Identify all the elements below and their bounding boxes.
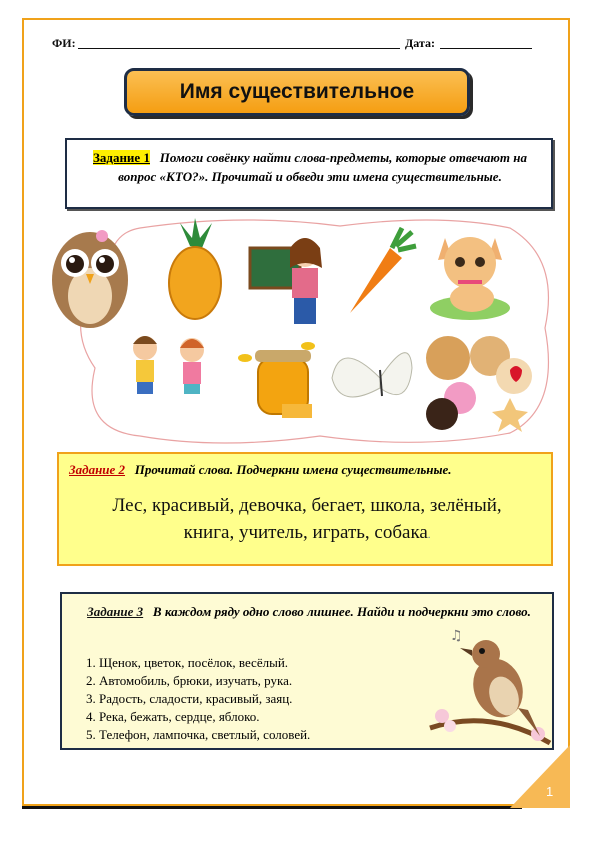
frame-bottom-line bbox=[22, 806, 522, 809]
date-line bbox=[440, 48, 532, 49]
list-item: 1. Щенок, цветок, посёлок, весёлый. bbox=[86, 655, 289, 670]
list-item: 3. Радость, сладости, красивый, заяц. bbox=[86, 691, 293, 706]
pictures-cloud bbox=[40, 218, 560, 444]
name-label: ФИ: bbox=[52, 36, 76, 50]
task1-text: Помоги совёнку найти слова-предметы, которые отвечают на вопрос «КТО?». Прочитай и обведи эти имена существительные. bbox=[118, 150, 527, 184]
task2-label: Задание 2 bbox=[69, 462, 126, 477]
task2-words-line1: Лес, красивый, девочка, бегает, школа, зелёный, bbox=[112, 495, 502, 516]
task2-words-line2: книга, учитель, играть, собака bbox=[183, 522, 428, 543]
list-item: 2. Автомобиль, брюки, изучать, рука. bbox=[86, 673, 293, 688]
task1-box bbox=[65, 138, 553, 209]
task2-text: Прочитай слова. Подчеркни имена существительные. bbox=[134, 462, 452, 477]
task2-box bbox=[57, 452, 553, 566]
task2-words: Лес, красивый, девочка, бегает, школа, зелёный, книга, учитель, играть, собака. bbox=[59, 492, 555, 549]
task3-text: В каждом ряду одно слово лишнее. Найди и подчеркни это слово. bbox=[152, 604, 531, 619]
task2-heading bbox=[69, 462, 452, 478]
page-corner bbox=[510, 745, 570, 808]
name-line bbox=[78, 48, 400, 49]
svg-text:♫: ♫ bbox=[450, 628, 463, 644]
page-title: Имя существительное bbox=[179, 80, 415, 103]
task3-list bbox=[86, 654, 310, 744]
title-banner bbox=[124, 68, 470, 116]
list-item: 4. Река, бежать, сердце, яблоко. bbox=[86, 709, 260, 724]
list-item: 5. Телефон, лампочка, светлый, соловей. bbox=[86, 727, 311, 742]
task1-label: Задание 1 bbox=[93, 150, 150, 165]
nightingale-icon bbox=[420, 618, 560, 748]
page-number: 1 bbox=[546, 784, 554, 799]
task3-label: Задание 3 bbox=[87, 604, 144, 619]
date-label: Дата: bbox=[405, 36, 435, 50]
